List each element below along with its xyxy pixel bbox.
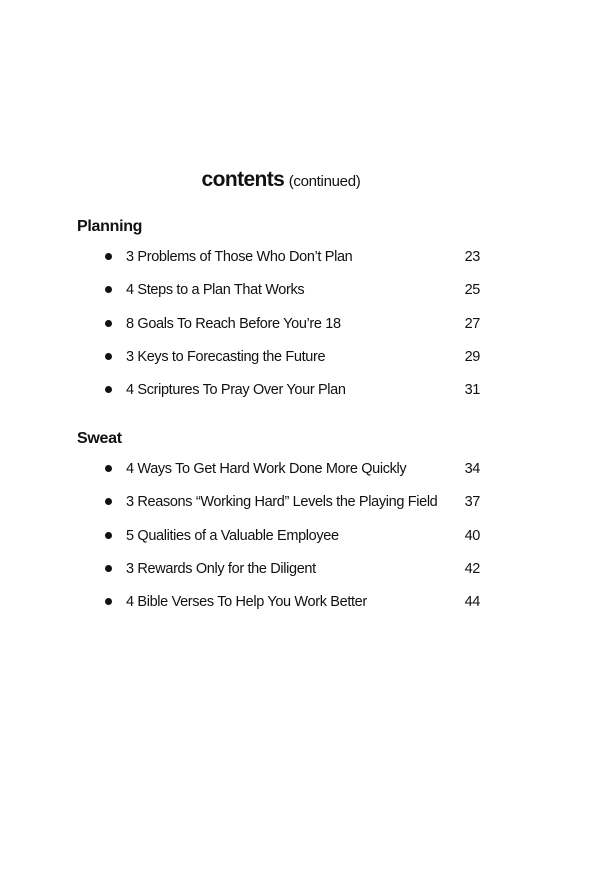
entry-title: 3 Keys to Forecasting the Future (126, 348, 326, 365)
bullet-icon (105, 286, 112, 293)
heading-title: contents (201, 168, 285, 191)
toc-entry (77, 492, 497, 525)
entry-page-number: 29 (464, 348, 480, 365)
entry-list (77, 247, 497, 413)
toc-entry (77, 347, 497, 380)
toc-entry (77, 526, 497, 559)
entry-page-number: 40 (464, 527, 480, 544)
bullet-icon (105, 465, 112, 472)
page-heading (0, 168, 562, 192)
bullet-icon (105, 532, 112, 539)
bullet-icon (105, 353, 112, 360)
toc-entry (77, 314, 497, 347)
section-sweat (77, 426, 497, 625)
entry-title: 4 Steps to a Plan That Works (126, 282, 305, 299)
entry-page-number: 25 (464, 282, 480, 299)
entry-list (77, 459, 497, 625)
bullet-icon (105, 320, 112, 327)
heading-subtitle: (continued) (288, 173, 361, 190)
entry-title: 3 Problems of Those Who Don’t Plan (126, 249, 353, 265)
bullet-icon (105, 598, 112, 605)
bullet-icon (105, 386, 112, 393)
toc-entry (77, 592, 497, 625)
entry-page-number: 37 (464, 494, 480, 511)
toc-entry (77, 459, 497, 492)
toc-entry (77, 280, 497, 313)
toc-entry (77, 559, 497, 592)
entry-page-number: 42 (464, 560, 480, 577)
section-planning (77, 214, 497, 413)
bullet-icon (105, 498, 112, 505)
entry-page-number: 23 (464, 249, 480, 265)
entry-title: 3 Reasons “Working Hard” Levels the Playing Field (126, 494, 438, 511)
bullet-icon (105, 253, 112, 260)
entry-title: 5 Qualities of a Valuable Employee (126, 527, 339, 544)
section-title: Sweat (77, 430, 122, 447)
entry-page-number: 31 (464, 382, 480, 399)
entry-page-number: 27 (464, 315, 480, 332)
toc-entry (77, 380, 497, 413)
entry-page-number: 34 (464, 461, 480, 477)
toc-entry (77, 247, 497, 280)
section-title: Planning (77, 218, 143, 235)
bullet-icon (105, 565, 112, 572)
entry-title: 3 Rewards Only for the Diligent (126, 560, 316, 577)
entry-page-number: 44 (464, 594, 480, 611)
entry-title: 8 Goals To Reach Before You’re 18 (126, 315, 341, 332)
entry-title: 4 Bible Verses To Help You Work Better (126, 594, 367, 611)
entry-title: 4 Ways To Get Hard Work Done More Quickly (126, 461, 407, 477)
entry-title: 4 Scriptures To Pray Over Your Plan (126, 382, 346, 399)
